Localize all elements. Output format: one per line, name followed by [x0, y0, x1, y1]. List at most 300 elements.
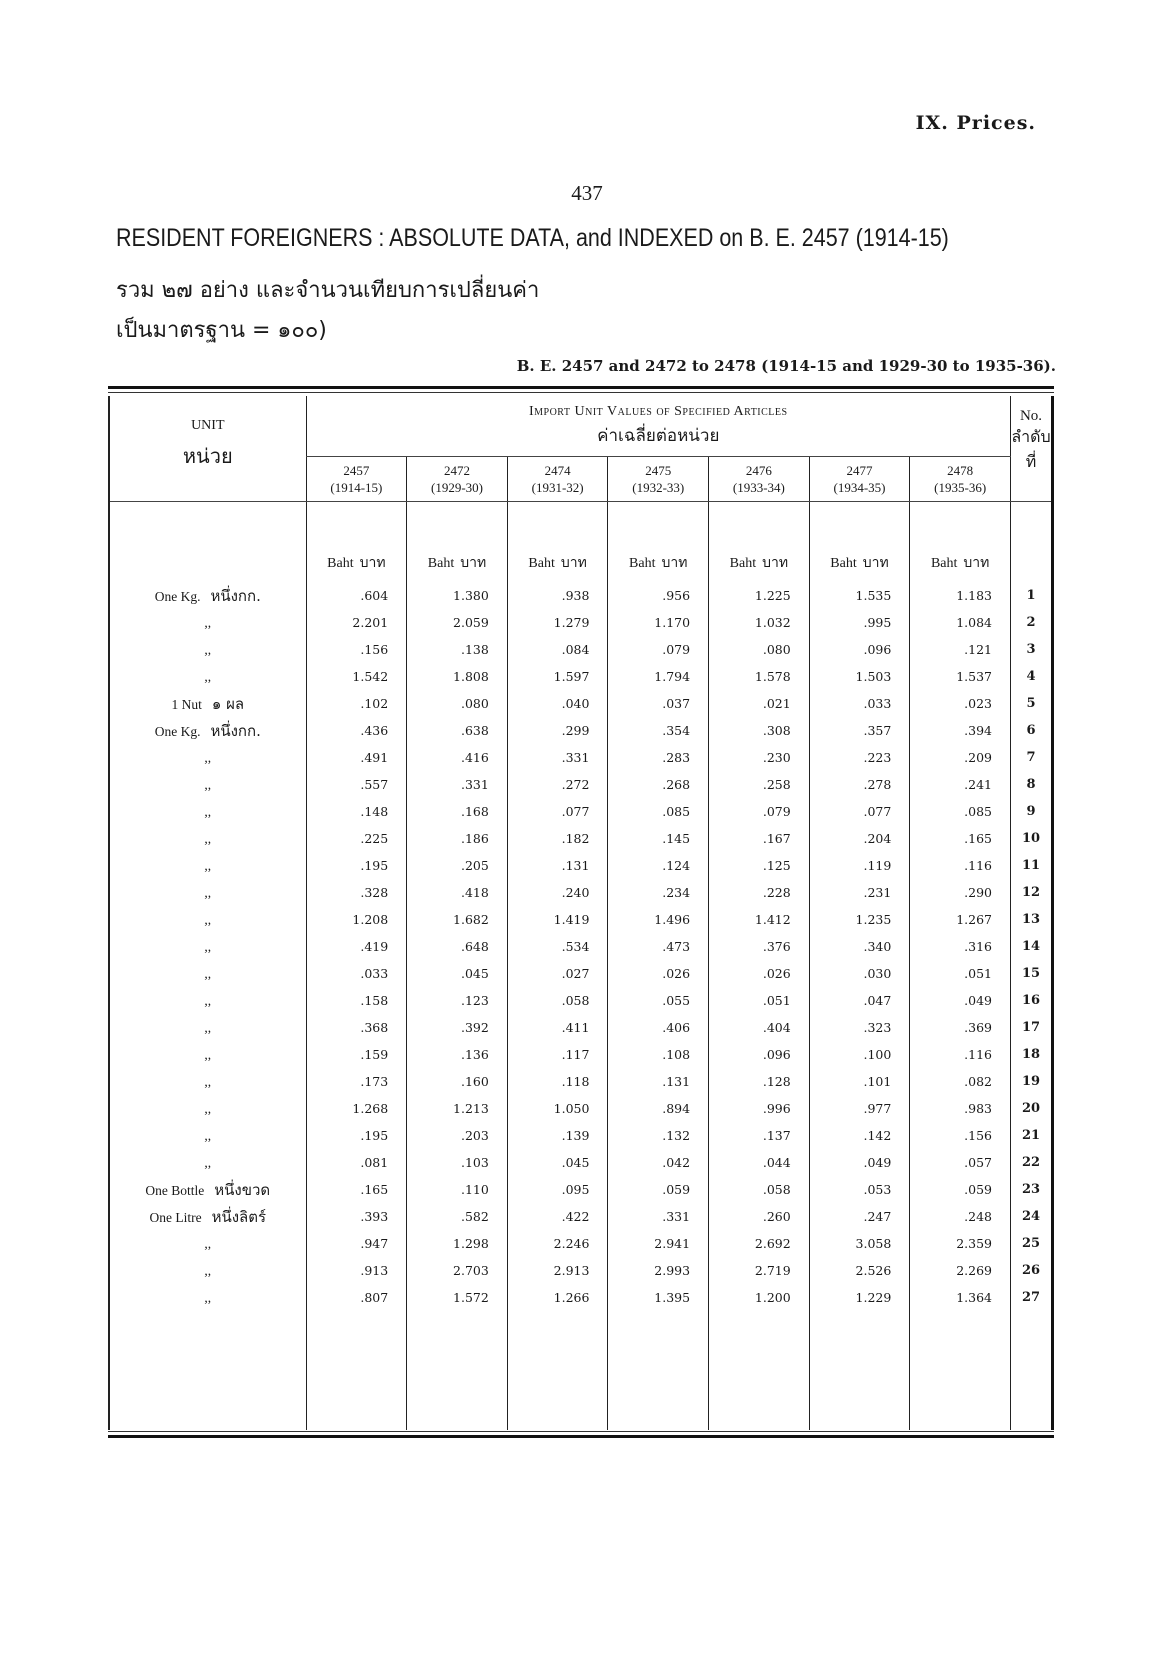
value-cell: .118 [507, 1068, 608, 1095]
value-cell: 1.279 [507, 609, 608, 636]
value-cell: .956 [608, 582, 709, 609]
value-cell: 1.537 [910, 663, 1011, 690]
page-title: RESIDENT FOREIGNERS : ABSOLUTE DATA, and INDEXED on B. E. 2457 (1914-15) [116, 224, 949, 252]
unit-en: ,, [204, 614, 212, 630]
value-cell: .125 [709, 852, 810, 879]
value-cell: .996 [709, 1095, 810, 1122]
unit-en: ,, [204, 1262, 212, 1278]
row-number: 3 [1011, 636, 1053, 663]
value-cell: 1.542 [306, 663, 407, 690]
value-cell: .186 [407, 825, 508, 852]
unit-cell [109, 798, 306, 825]
value-cell: .404 [709, 1014, 810, 1041]
value-cell: 2.201 [306, 609, 407, 636]
unit-en: ,, [204, 830, 212, 846]
table-row [109, 1122, 1053, 1149]
unit-cell [109, 852, 306, 879]
no-header-th: ลำดับที่ [1011, 427, 1051, 471]
currency-th: บาท [762, 555, 789, 571]
value-cell: .977 [809, 1095, 910, 1122]
empty-cell [709, 1311, 810, 1430]
value-cell: .316 [910, 933, 1011, 960]
unit-cell [109, 663, 306, 690]
value-cell: 2.703 [407, 1257, 508, 1284]
value-cell: .173 [306, 1068, 407, 1095]
value-cell: 1.503 [809, 663, 910, 690]
table-row [109, 663, 1053, 690]
row-number: 17 [1011, 1014, 1053, 1041]
row-number: 2 [1011, 609, 1053, 636]
unit-en: One Litre [149, 1209, 202, 1225]
value-cell: .160 [407, 1068, 508, 1095]
unit-cell [109, 933, 306, 960]
value-cell: .055 [608, 987, 709, 1014]
value-cell: .436 [306, 717, 407, 744]
bottom-rule [108, 1435, 1054, 1438]
value-cell: .331 [407, 771, 508, 798]
value-cell: .648 [407, 933, 508, 960]
unit-th: หนึ่งกก. [210, 586, 261, 605]
value-cell: 1.200 [709, 1284, 810, 1311]
value-cell: .938 [507, 582, 608, 609]
value-cell: .354 [608, 717, 709, 744]
row-number: 7 [1011, 744, 1053, 771]
unit-cell [109, 582, 306, 609]
value-cell: 2.913 [507, 1257, 608, 1284]
year-ad: (1929-30) [431, 480, 483, 495]
currency-th: บาท [862, 555, 889, 571]
year-header [306, 457, 407, 502]
value-cell: 1.808 [407, 663, 508, 690]
value-cell: .168 [407, 798, 508, 825]
value-cell: .278 [809, 771, 910, 798]
value-cell: .241 [910, 771, 1011, 798]
row-number: 26 [1011, 1257, 1053, 1284]
value-cell: .044 [709, 1149, 810, 1176]
unit-en: ,, [204, 776, 212, 792]
value-cell: .079 [608, 636, 709, 663]
value-cell: .142 [809, 1122, 910, 1149]
price-table-container [108, 386, 1054, 1438]
value-cell: .096 [709, 1041, 810, 1068]
value-cell: .033 [306, 960, 407, 987]
currency-en: Baht [427, 556, 455, 571]
value-cell: .096 [809, 636, 910, 663]
value-cell: .223 [809, 744, 910, 771]
table-row [109, 933, 1053, 960]
value-cell: .331 [507, 744, 608, 771]
empty-cell [910, 1311, 1011, 1430]
value-cell: .995 [809, 609, 910, 636]
value-cell: .082 [910, 1068, 1011, 1095]
currency-label [809, 502, 910, 583]
year-ad: (1933-34) [732, 480, 785, 495]
value-cell: .079 [709, 798, 810, 825]
value-cell: .557 [306, 771, 407, 798]
table-row [109, 1257, 1053, 1284]
row-number: 16 [1011, 987, 1053, 1014]
currency-label [910, 502, 1011, 583]
value-cell: 1.395 [608, 1284, 709, 1311]
value-cell: .283 [608, 744, 709, 771]
row-number: 24 [1011, 1203, 1053, 1230]
empty-cell [1011, 1311, 1053, 1430]
unit-cell [109, 1257, 306, 1284]
value-cell: 1.050 [507, 1095, 608, 1122]
currency-label [608, 502, 709, 583]
value-cell: .268 [608, 771, 709, 798]
table-row [109, 1176, 1053, 1203]
value-cell: .108 [608, 1041, 709, 1068]
year-be: 2472 [444, 463, 470, 478]
unit-cell [109, 771, 306, 798]
empty-cell [608, 1311, 709, 1430]
value-cell: 2.719 [709, 1257, 810, 1284]
value-cell: .121 [910, 636, 1011, 663]
unit-cell [109, 1176, 306, 1203]
value-cell: .131 [608, 1068, 709, 1095]
value-cell: .042 [608, 1149, 709, 1176]
value-cell: .077 [809, 798, 910, 825]
value-cell: 1.380 [407, 582, 508, 609]
value-cell: .272 [507, 771, 608, 798]
value-cell: .084 [507, 636, 608, 663]
value-cell: .225 [306, 825, 407, 852]
value-cell: .026 [608, 960, 709, 987]
unit-th: ๑ ผล [211, 694, 245, 713]
value-cell: .947 [306, 1230, 407, 1257]
value-cell: .080 [407, 690, 508, 717]
value-cell: .369 [910, 1014, 1011, 1041]
row-number: 10 [1011, 825, 1053, 852]
currency-en: Baht [327, 556, 354, 571]
value-cell: 1.267 [910, 906, 1011, 933]
value-cell: .340 [809, 933, 910, 960]
year-be: 2474 [544, 463, 571, 478]
period-caption: B. E. 2457 and 2472 to 2478 (1914-15 and 1929-30 to 1935-36). [516, 357, 1056, 375]
value-cell: .081 [306, 1149, 407, 1176]
group-header-en: Import Unit Values of Specified Articles [528, 403, 788, 419]
row-number: 21 [1011, 1122, 1053, 1149]
value-cell: .195 [306, 1122, 407, 1149]
currency-th: บาท [963, 555, 990, 571]
currency-label [507, 502, 608, 583]
top-rule-thin [108, 392, 1054, 393]
value-cell: .308 [709, 717, 810, 744]
unit-cell [109, 1203, 306, 1230]
value-cell: .491 [306, 744, 407, 771]
value-cell: .058 [507, 987, 608, 1014]
unit-cell [109, 987, 306, 1014]
value-cell: .299 [507, 717, 608, 744]
table-row [109, 852, 1053, 879]
group-header-th: ค่าเฉลี่ยต่อหน่วย [597, 425, 720, 446]
value-cell: 1.578 [709, 663, 810, 690]
unit-header-th: หน่วย [182, 444, 233, 468]
section-heading: IX. Prices. [915, 112, 1036, 134]
unit-en: One Bottle [145, 1182, 205, 1198]
unit-en: ,, [204, 1073, 212, 1089]
value-cell: .368 [306, 1014, 407, 1041]
value-cell: 2.941 [608, 1230, 709, 1257]
row-number: 9 [1011, 798, 1053, 825]
value-cell: 1.213 [407, 1095, 508, 1122]
row-number: 27 [1011, 1284, 1053, 1311]
unit-cell [109, 960, 306, 987]
value-cell: .983 [910, 1095, 1011, 1122]
empty-cell [809, 1311, 910, 1430]
value-cell: 1.572 [407, 1284, 508, 1311]
value-cell: .209 [910, 744, 1011, 771]
unit-cell [109, 1095, 306, 1122]
value-cell: .357 [809, 717, 910, 744]
unit-en: ,, [204, 1235, 212, 1251]
value-cell: .894 [608, 1095, 709, 1122]
year-be: 2478 [947, 463, 974, 478]
value-cell: 1.496 [608, 906, 709, 933]
value-cell: .418 [407, 879, 508, 906]
row-number: 20 [1011, 1095, 1053, 1122]
value-cell: 3.058 [809, 1230, 910, 1257]
table-row [109, 825, 1053, 852]
value-cell: .049 [910, 987, 1011, 1014]
table-row [109, 1068, 1053, 1095]
unit-cell [109, 690, 306, 717]
value-cell: .132 [608, 1122, 709, 1149]
value-cell: 1.268 [306, 1095, 407, 1122]
value-cell: .059 [910, 1176, 1011, 1203]
table-row [109, 717, 1053, 744]
unit-cell [109, 1041, 306, 1068]
year-header [809, 457, 910, 502]
table-row [109, 960, 1053, 987]
value-cell: .139 [507, 1122, 608, 1149]
unit-en: One Kg. [154, 588, 201, 604]
value-cell: .057 [910, 1149, 1011, 1176]
table-filler-row [109, 1311, 1053, 1430]
value-cell: .037 [608, 690, 709, 717]
row-number: 15 [1011, 960, 1053, 987]
row-number: 4 [1011, 663, 1053, 690]
year-header [407, 457, 508, 502]
value-cell: .023 [910, 690, 1011, 717]
value-cell: .323 [809, 1014, 910, 1041]
value-cell: .205 [407, 852, 508, 879]
row-number: 18 [1011, 1041, 1053, 1068]
currency-en: Baht [830, 556, 857, 571]
unit-cell [109, 717, 306, 744]
year-header [709, 457, 810, 502]
unit-en: One Kg. [154, 723, 201, 739]
currency-en: Baht [930, 556, 958, 571]
table-row [109, 771, 1053, 798]
value-cell: .047 [809, 987, 910, 1014]
value-cell: .027 [507, 960, 608, 987]
value-cell: .534 [507, 933, 608, 960]
value-cell: .045 [407, 960, 508, 987]
value-cell: .247 [809, 1203, 910, 1230]
currency-label [709, 502, 810, 583]
row-number: 8 [1011, 771, 1053, 798]
value-cell: .422 [507, 1203, 608, 1230]
value-cell: .231 [809, 879, 910, 906]
value-cell: .234 [608, 879, 709, 906]
unit-en: ,, [204, 1154, 212, 1170]
value-cell: .419 [306, 933, 407, 960]
row-number: 19 [1011, 1068, 1053, 1095]
currency-en: Baht [629, 556, 656, 571]
value-cell: .913 [306, 1257, 407, 1284]
table-row [109, 609, 1053, 636]
row-number: 6 [1011, 717, 1053, 744]
unit-cell [109, 1230, 306, 1257]
value-cell: .165 [910, 825, 1011, 852]
year-ad: (1931-32) [531, 480, 584, 495]
value-cell: .138 [407, 636, 508, 663]
no-header-en: No. [1019, 408, 1043, 424]
unit-th: หนึ่งกก. [210, 721, 261, 740]
value-cell: .604 [306, 582, 407, 609]
value-cell: .159 [306, 1041, 407, 1068]
value-cell: .406 [608, 1014, 709, 1041]
year-header [608, 457, 709, 502]
table-row [109, 744, 1053, 771]
unit-en: ,, [204, 992, 212, 1008]
value-cell: .110 [407, 1176, 508, 1203]
table-row [109, 1095, 1053, 1122]
price-table [108, 396, 1054, 1430]
value-cell: .136 [407, 1041, 508, 1068]
value-cell: .053 [809, 1176, 910, 1203]
value-cell: .167 [709, 825, 810, 852]
table-row [109, 879, 1053, 906]
empty-cell [507, 1311, 608, 1430]
row-number: 13 [1011, 906, 1053, 933]
value-cell: 1.266 [507, 1284, 608, 1311]
unit-header-en: UNIT [191, 418, 225, 433]
table-row [109, 582, 1053, 609]
value-cell: .101 [809, 1068, 910, 1095]
row-number: 12 [1011, 879, 1053, 906]
row-number: 1 [1011, 582, 1053, 609]
value-cell: .137 [709, 1122, 810, 1149]
value-cell: 1.412 [709, 906, 810, 933]
thai-subtitle-line2: เป็นมาตรฐาน = ๑๐๐) [116, 318, 327, 343]
value-cell: .203 [407, 1122, 508, 1149]
table-row [109, 1041, 1053, 1068]
value-cell: .085 [910, 798, 1011, 825]
value-cell: .260 [709, 1203, 810, 1230]
value-cell: .123 [407, 987, 508, 1014]
currency-th: บาท [359, 555, 386, 571]
value-cell: .204 [809, 825, 910, 852]
unit-th: หนึ่งลิตร์ [211, 1207, 267, 1226]
value-cell: .117 [507, 1041, 608, 1068]
value-cell: 2.246 [507, 1230, 608, 1257]
table-row [109, 1203, 1053, 1230]
value-cell: .045 [507, 1149, 608, 1176]
table-row [109, 1230, 1053, 1257]
number-column-header [1011, 396, 1053, 502]
currency-th: บาท [661, 555, 688, 571]
value-cell: .145 [608, 825, 709, 852]
value-cell: 1.084 [910, 609, 1011, 636]
value-cell: 2.059 [407, 609, 508, 636]
value-cell: 1.032 [709, 609, 810, 636]
value-cell: .116 [910, 852, 1011, 879]
value-cell: .102 [306, 690, 407, 717]
value-cell: 1.170 [608, 609, 709, 636]
year-be: 2477 [846, 463, 873, 478]
year-be: 2476 [745, 463, 772, 478]
unit-en: ,, [204, 965, 212, 981]
value-cell: 1.298 [407, 1230, 508, 1257]
currency-en: Baht [729, 556, 757, 571]
page-number: 437 [571, 181, 603, 205]
row-number: 25 [1011, 1230, 1053, 1257]
year-header [910, 457, 1011, 502]
table-row [109, 636, 1053, 663]
value-cell: .156 [910, 1122, 1011, 1149]
value-cell: 1.235 [809, 906, 910, 933]
table-row [109, 1149, 1053, 1176]
value-cell: .085 [608, 798, 709, 825]
unit-cell [109, 906, 306, 933]
value-cell: .258 [709, 771, 810, 798]
value-cell: .331 [608, 1203, 709, 1230]
empty-cell [109, 1311, 306, 1430]
unit-cell [109, 744, 306, 771]
value-cell: .077 [507, 798, 608, 825]
value-cell: 1.364 [910, 1284, 1011, 1311]
value-cell: .473 [608, 933, 709, 960]
unit-cell [109, 609, 306, 636]
currency-label [306, 502, 407, 583]
unit-en: ,, [204, 641, 212, 657]
unit-en: ,, [204, 749, 212, 765]
value-cell: 1.794 [608, 663, 709, 690]
value-cell: .290 [910, 879, 1011, 906]
value-cell: .158 [306, 987, 407, 1014]
value-cell: .582 [407, 1203, 508, 1230]
table-row [109, 1284, 1053, 1311]
unit-cell [109, 636, 306, 663]
value-cell: .051 [709, 987, 810, 1014]
value-cell: .240 [507, 879, 608, 906]
row-number: 23 [1011, 1176, 1053, 1203]
value-cell: .148 [306, 798, 407, 825]
value-cell: .131 [507, 852, 608, 879]
table-row [109, 906, 1053, 933]
value-cell: 1.535 [809, 582, 910, 609]
value-cell: .416 [407, 744, 508, 771]
bottom-rule-thin [108, 1431, 1054, 1432]
year-be: 2457 [343, 463, 370, 478]
unit-en: ,, [204, 938, 212, 954]
unit-cell [109, 1284, 306, 1311]
unit-en: ,, [204, 1289, 212, 1305]
unit-en: ,, [204, 1046, 212, 1062]
value-cell: .807 [306, 1284, 407, 1311]
year-ad: (1932-33) [632, 480, 685, 495]
value-cell: .040 [507, 690, 608, 717]
currency-en: Baht [528, 556, 555, 571]
unit-en: 1 Nut [171, 696, 202, 712]
unit-en: ,, [204, 857, 212, 873]
value-cell: .100 [809, 1041, 910, 1068]
value-cell: .156 [306, 636, 407, 663]
value-cell: .051 [910, 960, 1011, 987]
